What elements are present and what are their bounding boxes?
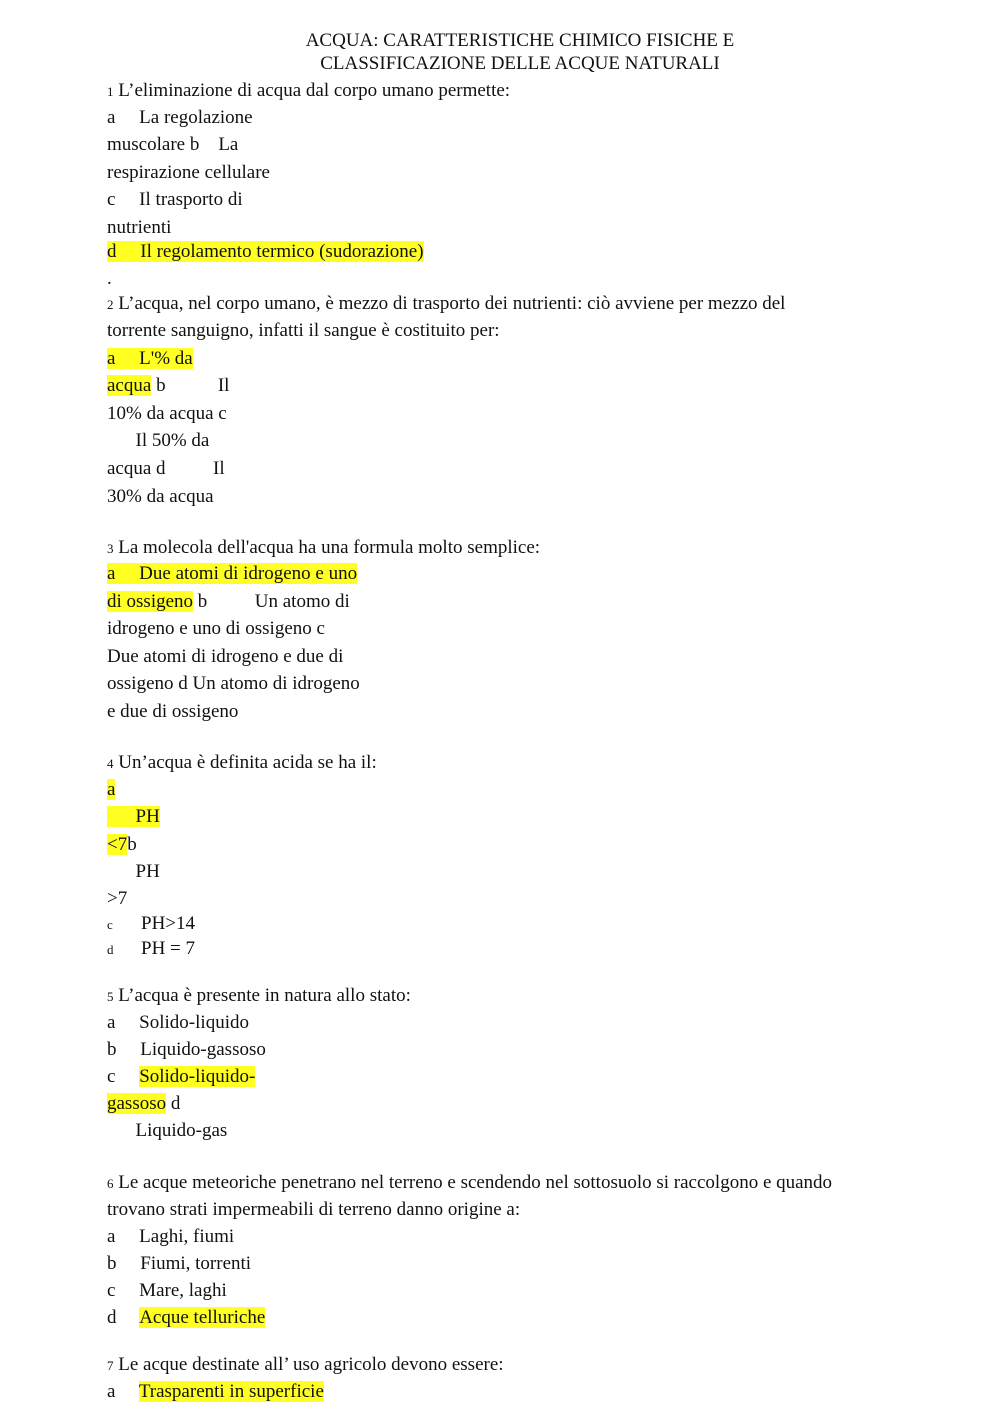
- q6-answer-line: b Fiumi, torrenti: [107, 1253, 252, 1274]
- option-letter: c: [107, 917, 113, 932]
- q7-correct-answer: [107, 1381, 324, 1403]
- highlighted-answer: <7: [107, 834, 128, 855]
- question-number: 3: [107, 541, 114, 556]
- q1-answer-line: a La regolazione: [107, 107, 253, 128]
- question-4: [107, 752, 377, 775]
- q2-answer-line: 10% da acqua c: [107, 403, 227, 424]
- q5-answer-line: a Solido-liquido: [107, 1012, 249, 1033]
- q2-answer-line: 30% da acqua: [107, 486, 214, 507]
- highlighted-answer: a L'% da: [107, 348, 193, 369]
- answer-text: b Il: [151, 375, 230, 396]
- option-letter: a: [107, 1381, 139, 1402]
- question-5: [107, 985, 411, 1008]
- question-3: [107, 537, 540, 560]
- question-text: Le acque meteoriche penetrano nel terreno e scendendo nel sottosuolo si raccolgono e quando: [118, 1172, 833, 1193]
- question-text: L’acqua è presente in natura allo stato:: [118, 985, 411, 1006]
- q1-answer-line: nutrienti: [107, 217, 172, 238]
- question-text: Le acque destinate all’ uso agricolo devono essere:: [118, 1354, 504, 1375]
- question-7: [107, 1354, 504, 1377]
- q4-answer-line: [107, 834, 137, 856]
- question-number: 6: [107, 1176, 114, 1191]
- q5-answer-line: Liquido-gas: [107, 1120, 228, 1141]
- highlighted-answer: acqua: [107, 375, 152, 396]
- highlighted-answer: di ossigeno: [107, 591, 194, 612]
- q3-answer-line: e due di ossigeno: [107, 701, 239, 722]
- q4-answer-line: [107, 938, 196, 961]
- question-number: 2: [107, 297, 114, 312]
- q6-correct-answer: [107, 1307, 265, 1329]
- q3-answer-line: ossigeno d Un atomo di idrogeno: [107, 673, 360, 694]
- option-letter: c: [107, 1066, 140, 1087]
- question-number: 4: [107, 756, 114, 771]
- question-text-cont: torrente sanguigno, infatti il sangue è costituito per:: [107, 320, 500, 341]
- question-text-cont: trovano strati impermeabili di terreno danno origine a:: [107, 1199, 521, 1220]
- highlighted-answer: Solido-liquido-: [139, 1066, 256, 1087]
- q4-correct-answer: [107, 806, 160, 828]
- question-number: 7: [107, 1358, 114, 1373]
- question-text: Un’acqua è definita acida se ha il:: [118, 752, 377, 773]
- page-title-line2: CLASSIFICAZIONE DELLE ACQUE NATURALI: [320, 53, 720, 74]
- highlighted-answer: Trasparenti in superficie: [138, 1381, 324, 1402]
- q6-answer-line: a Laghi, fiumi: [107, 1226, 235, 1247]
- q3-answer-line: idrogeno e uno di ossigeno c: [107, 618, 325, 639]
- q4-answer-line: >7: [107, 888, 128, 909]
- question-1: [107, 80, 510, 103]
- q4-answer-line: [107, 913, 196, 936]
- q1-answer-line: muscolare b La: [107, 134, 239, 155]
- question-number: 1: [107, 84, 114, 99]
- question-text: L’acqua, nel corpo umano, è mezzo di trasporto dei nutrienti: ciò avviene per mezzo del: [118, 293, 786, 314]
- q5-answer-line: [107, 1093, 180, 1115]
- page-title-line1: ACQUA: CARATTERISTICHE CHIMICO FISICHE E: [305, 30, 735, 51]
- answer-text: PH = 7: [141, 938, 196, 959]
- q5-answer-line: b Liquido-gassoso: [107, 1039, 266, 1060]
- highlighted-answer: Acque telluriche: [139, 1307, 266, 1328]
- question-2: [107, 293, 785, 316]
- q4-correct-answer: [107, 779, 115, 801]
- answer-text: b Un atomo di: [193, 591, 350, 612]
- q1-answer-line: c Il trasporto di: [107, 189, 243, 210]
- highlighted-answer: PH: [107, 806, 160, 827]
- q2-answer-line: [107, 375, 229, 397]
- q2-answer-line: acqua d Il: [107, 458, 225, 479]
- question-6: [107, 1172, 832, 1195]
- q1-answer-line: .: [107, 268, 112, 289]
- option-letter: d: [107, 942, 114, 957]
- highlighted-answer: d Il regolamento termico (sudorazione): [107, 241, 424, 262]
- q6-answer-line: c Mare, laghi: [107, 1280, 227, 1301]
- q3-answer-line: [107, 591, 350, 613]
- highlighted-answer: gassoso: [107, 1093, 167, 1114]
- answer-text: b: [127, 834, 137, 855]
- highlighted-answer: a Due atomi di idrogeno e uno: [107, 563, 358, 584]
- question-number: 5: [107, 989, 114, 1004]
- answer-text: d: [166, 1093, 181, 1114]
- q5-correct-answer: [107, 1066, 255, 1088]
- q3-correct-answer: [107, 563, 357, 585]
- option-letter: d: [107, 1307, 140, 1328]
- answer-text: PH>14: [141, 913, 196, 934]
- q3-answer-line: Due atomi di idrogeno e due di: [107, 646, 344, 667]
- highlighted-answer: a: [107, 779, 116, 800]
- q4-answer-line: PH: [107, 861, 160, 882]
- q1-correct-answer: [107, 241, 424, 263]
- question-text: La molecola dell'acqua ha una formula molto semplice:: [118, 537, 541, 558]
- q2-answer-line: Il 50% da: [107, 430, 210, 451]
- q1-answer-line: respirazione cellulare: [107, 162, 270, 183]
- question-text: L’eliminazione di acqua dal corpo umano permette:: [118, 80, 511, 101]
- q2-correct-answer: [107, 348, 193, 370]
